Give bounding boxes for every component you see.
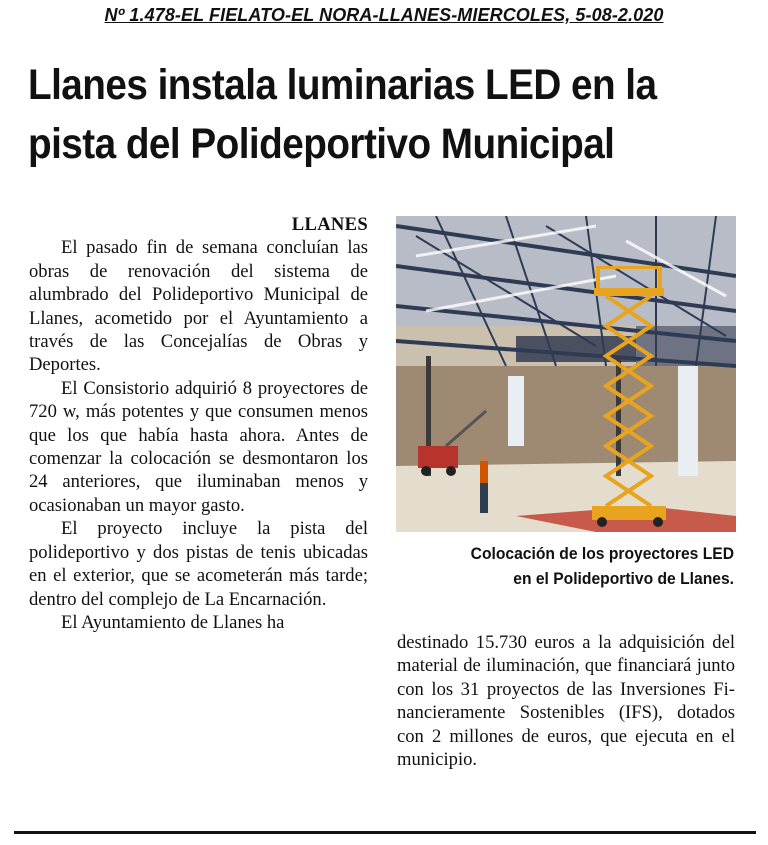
sports-hall-illustration xyxy=(396,216,736,532)
article-paragraph-3: El proyecto incluye la pista del polideportivo y dos pistas de tenis ubicadas en el exterior, que se acometerán más tarde; dentro del complejo de La Encarnación. xyxy=(29,518,368,610)
headline-line-2: pista del Polideportivo Municipal xyxy=(28,120,615,168)
photo-caption xyxy=(423,541,734,591)
headline xyxy=(28,56,748,174)
bottom-rule xyxy=(14,831,756,834)
article-column-left xyxy=(29,213,368,634)
caption-line-1: Colocación de los proyectores LED xyxy=(470,544,734,563)
headline-line-1: Llanes instala luminarias LED en la xyxy=(28,61,657,109)
article-paragraph-1: El pasado fin de semana concluían las obras de renovación del sistema de alumbrado del Polideportivo Municipal de Llanes, acometido por el Ayuntamiento a través de las Concejalías de Obras y Deportes. xyxy=(29,237,368,376)
byline: LLANES xyxy=(291,214,368,235)
caption-line-2: en el Polideportivo de Llanes. xyxy=(513,569,734,588)
masthead: Nº 1.478-EL FIELATO-EL NORA-LLANES-MIERCOLES, 5-08-2.020 xyxy=(104,5,664,25)
article-column-right xyxy=(397,631,735,771)
article-paragraph-continued: destinado 15.730 euros a la adquisición del material de iluminación, que financiará junto con los 31 proyectos de las Inversiones Financieramente Sostenibles (IFS), dotados con 2 millones de euros, que ejecuta en el municipio. xyxy=(397,632,735,771)
sports-hall-photo xyxy=(396,216,736,532)
article-paragraph-2: El Consistorio adquirió 8 proyectores de 720 w, más potentes y que consumen menos que los que había hasta ahora. Antes de comenzar la colocación se desmontaron los 24 anteriores, que iluminaban menos y ocasionaban un mayor gasto. xyxy=(29,377,368,516)
article-paragraph-4: El Ayuntamiento de Llanes ha xyxy=(61,611,285,633)
